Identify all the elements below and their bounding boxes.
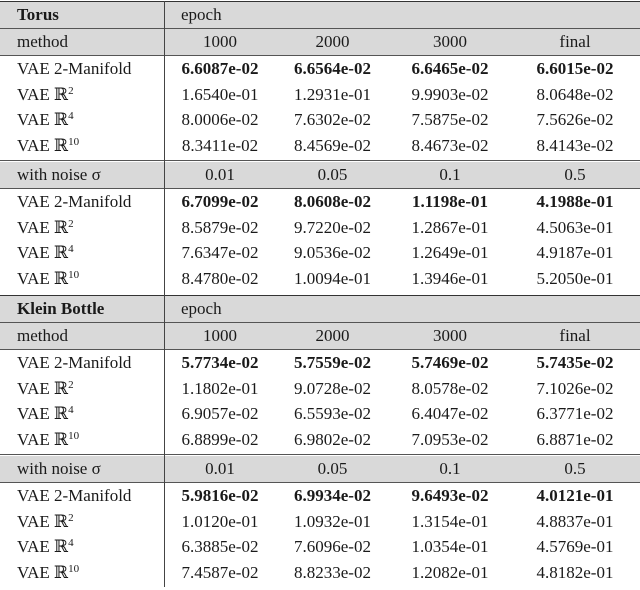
method-cell — [0, 110, 165, 130]
value-cell: 6.5593e-02 — [294, 404, 371, 424]
method-dim: 4 — [68, 537, 74, 550]
method-dim: 2 — [68, 378, 74, 391]
value-cell: 6.6015e-02 — [536, 59, 614, 78]
value-cell: 6.9057e-02 — [181, 404, 259, 424]
value-cell: 7.1026e-02 — [536, 378, 614, 398]
table-row — [0, 133, 640, 159]
table-row — [0, 56, 640, 82]
method-name: VAE ℝ — [17, 429, 69, 449]
method-name: VAE 2-Manifold — [17, 59, 132, 78]
table-row — [0, 240, 640, 266]
noise-header: 0.01 — [205, 459, 235, 478]
table-row — [0, 509, 640, 535]
table-row — [0, 401, 640, 427]
table-row — [0, 560, 640, 586]
section-title: Torus — [17, 5, 59, 24]
value-cell: 1.0120e-01 — [181, 511, 259, 531]
method-label: method — [17, 326, 68, 345]
method-name: VAE ℝ — [17, 378, 69, 398]
method-name: VAE 2-Manifold — [17, 353, 132, 372]
value-cell: 6.6087e-02 — [181, 59, 259, 78]
table-row — [0, 107, 640, 133]
method-dim: 2 — [68, 217, 74, 230]
value-cell: 1.2649e-01 — [411, 243, 489, 263]
value-cell: 7.4587e-02 — [181, 562, 259, 582]
value-cell: 1.1802e-01 — [181, 378, 259, 398]
method-cell — [0, 192, 165, 212]
table-row — [0, 427, 640, 453]
noise-header-row — [0, 162, 640, 188]
method-name: VAE ℝ — [17, 537, 69, 557]
method-cell — [0, 404, 165, 424]
method-dim: 10 — [68, 562, 80, 575]
section-header — [0, 296, 640, 322]
noise-header: 0.05 — [317, 165, 348, 184]
rule-line — [0, 454, 640, 455]
method-cell — [0, 563, 165, 583]
column-header-row — [0, 323, 640, 349]
table-row — [0, 350, 640, 376]
column-header: final — [559, 32, 591, 51]
value-cell: 5.7435e-02 — [536, 353, 614, 372]
value-cell: 7.5875e-02 — [411, 110, 489, 130]
value-cell: 6.9934e-02 — [294, 486, 371, 505]
value-cell: 5.7469e-02 — [411, 353, 489, 372]
value-cell: 8.0006e-02 — [181, 110, 259, 130]
noise-label: with noise σ — [17, 165, 101, 184]
table-row — [0, 189, 640, 215]
method-cell — [0, 430, 165, 450]
value-cell: 6.6564e-02 — [294, 59, 371, 78]
value-cell: 8.4569e-02 — [294, 135, 371, 155]
method-cell — [0, 218, 165, 238]
method-dim: 2 — [68, 84, 74, 97]
value-cell: 4.1988e-01 — [536, 192, 614, 211]
column-header: final — [559, 326, 591, 345]
value-cell: 9.0728e-02 — [294, 378, 371, 398]
value-cell: 6.3771e-02 — [536, 404, 614, 424]
column-divider — [164, 1, 165, 295]
value-cell: 8.4780e-02 — [181, 268, 259, 288]
table-row — [0, 376, 640, 402]
value-cell: 8.0578e-02 — [411, 378, 489, 398]
table-row — [0, 215, 640, 241]
rule-line — [0, 160, 640, 161]
method-dim: 10 — [68, 135, 80, 148]
noise-label: with noise σ — [17, 459, 101, 478]
value-cell: 4.0121e-01 — [536, 486, 614, 505]
column-header: 3000 — [433, 326, 467, 345]
method-name: VAE ℝ — [17, 268, 69, 288]
method-name: VAE ℝ — [17, 110, 69, 130]
method-name: VAE ℝ — [17, 562, 69, 582]
value-cell: 4.8182e-01 — [536, 562, 614, 582]
method-dim: 4 — [68, 110, 74, 123]
value-cell: 8.4673e-02 — [411, 135, 489, 155]
value-cell: 6.8871e-02 — [536, 429, 614, 449]
method-name: VAE 2-Manifold — [17, 192, 132, 211]
method-cell — [0, 486, 165, 506]
value-cell: 5.7734e-02 — [181, 353, 259, 372]
method-name: VAE 2-Manifold — [17, 486, 132, 505]
value-cell: 9.0536e-02 — [294, 243, 371, 263]
method-dim: 4 — [68, 243, 74, 256]
noise-header: 0.5 — [564, 459, 586, 478]
method-dim: 10 — [68, 268, 80, 281]
value-cell: 6.7099e-02 — [181, 192, 259, 211]
noise-header: 0.5 — [564, 165, 586, 184]
column-header-row — [0, 29, 640, 55]
epoch-label: epoch — [181, 299, 222, 318]
value-cell: 9.9903e-02 — [411, 84, 489, 104]
value-cell: 1.1198e-01 — [411, 192, 489, 211]
method-cell — [0, 269, 165, 289]
value-cell: 6.8899e-02 — [181, 429, 259, 449]
method-name: VAE ℝ — [17, 84, 69, 104]
value-cell: 8.5879e-02 — [181, 217, 259, 237]
noise-header: 0.1 — [439, 165, 461, 184]
value-cell: 7.5626e-02 — [536, 110, 614, 130]
method-cell — [0, 136, 165, 156]
column-header: 1000 — [203, 32, 237, 51]
method-dim: 2 — [68, 511, 74, 524]
value-cell: 8.0608e-02 — [294, 192, 371, 211]
value-cell: 8.3411e-02 — [181, 135, 259, 155]
noise-header: 0.1 — [439, 459, 461, 478]
noise-header: 0.05 — [317, 459, 348, 478]
method-cell — [0, 243, 165, 263]
value-cell: 7.6096e-02 — [294, 537, 371, 557]
section-title: Klein Bottle — [17, 299, 105, 318]
table-row — [0, 266, 640, 292]
value-cell: 1.2867e-01 — [411, 217, 489, 237]
value-cell: 9.6493e-02 — [411, 486, 489, 505]
method-dim: 4 — [68, 404, 74, 417]
noise-header-row — [0, 456, 640, 482]
epoch-label: epoch — [181, 5, 222, 24]
value-cell: 6.3885e-02 — [181, 537, 259, 557]
method-cell — [0, 353, 165, 373]
method-cell — [0, 85, 165, 105]
value-cell: 8.8233e-02 — [294, 562, 371, 582]
value-cell: 8.4143e-02 — [536, 135, 614, 155]
method-name: VAE ℝ — [17, 135, 69, 155]
method-cell — [0, 512, 165, 532]
method-cell — [0, 59, 165, 79]
value-cell: 6.9802e-02 — [294, 429, 371, 449]
column-header: 3000 — [433, 32, 467, 51]
value-cell: 4.5063e-01 — [536, 217, 614, 237]
value-cell: 8.0648e-02 — [536, 84, 614, 104]
method-name: VAE ℝ — [17, 217, 69, 237]
value-cell: 7.6302e-02 — [294, 110, 371, 130]
section-header — [0, 2, 640, 28]
value-cell: 5.9816e-02 — [181, 486, 259, 505]
value-cell: 1.2931e-01 — [294, 84, 371, 104]
method-name: VAE ℝ — [17, 404, 69, 424]
value-cell: 1.0932e-01 — [294, 511, 371, 531]
method-label: method — [17, 32, 68, 51]
value-cell: 1.0094e-01 — [294, 268, 371, 288]
value-cell: 9.7220e-02 — [294, 217, 371, 237]
method-name: VAE ℝ — [17, 243, 69, 263]
value-cell: 5.7559e-02 — [294, 353, 371, 372]
method-cell — [0, 537, 165, 557]
table-row — [0, 82, 640, 108]
value-cell: 7.6347e-02 — [181, 243, 259, 263]
value-cell: 1.2082e-01 — [411, 562, 489, 582]
method-cell — [0, 379, 165, 399]
column-header: 2000 — [315, 32, 350, 51]
method-name: VAE ℝ — [17, 511, 69, 531]
column-divider — [164, 295, 165, 587]
value-cell: 1.3154e-01 — [411, 511, 489, 531]
value-cell: 6.6465e-02 — [411, 59, 489, 78]
value-cell: 1.6540e-01 — [181, 84, 259, 104]
value-cell: 4.8837e-01 — [536, 511, 614, 531]
value-cell: 1.3946e-01 — [411, 268, 489, 288]
value-cell: 7.0953e-02 — [411, 429, 489, 449]
value-cell: 4.9187e-01 — [536, 243, 614, 263]
column-header: 2000 — [315, 326, 350, 345]
noise-header: 0.01 — [205, 165, 235, 184]
table-row — [0, 483, 640, 509]
value-cell: 1.0354e-01 — [411, 537, 489, 557]
column-header: 1000 — [203, 326, 237, 345]
value-cell: 4.5769e-01 — [536, 537, 614, 557]
value-cell: 5.2050e-01 — [536, 268, 614, 288]
value-cell: 6.4047e-02 — [411, 404, 489, 424]
table-row — [0, 534, 640, 560]
method-dim: 10 — [68, 429, 80, 442]
